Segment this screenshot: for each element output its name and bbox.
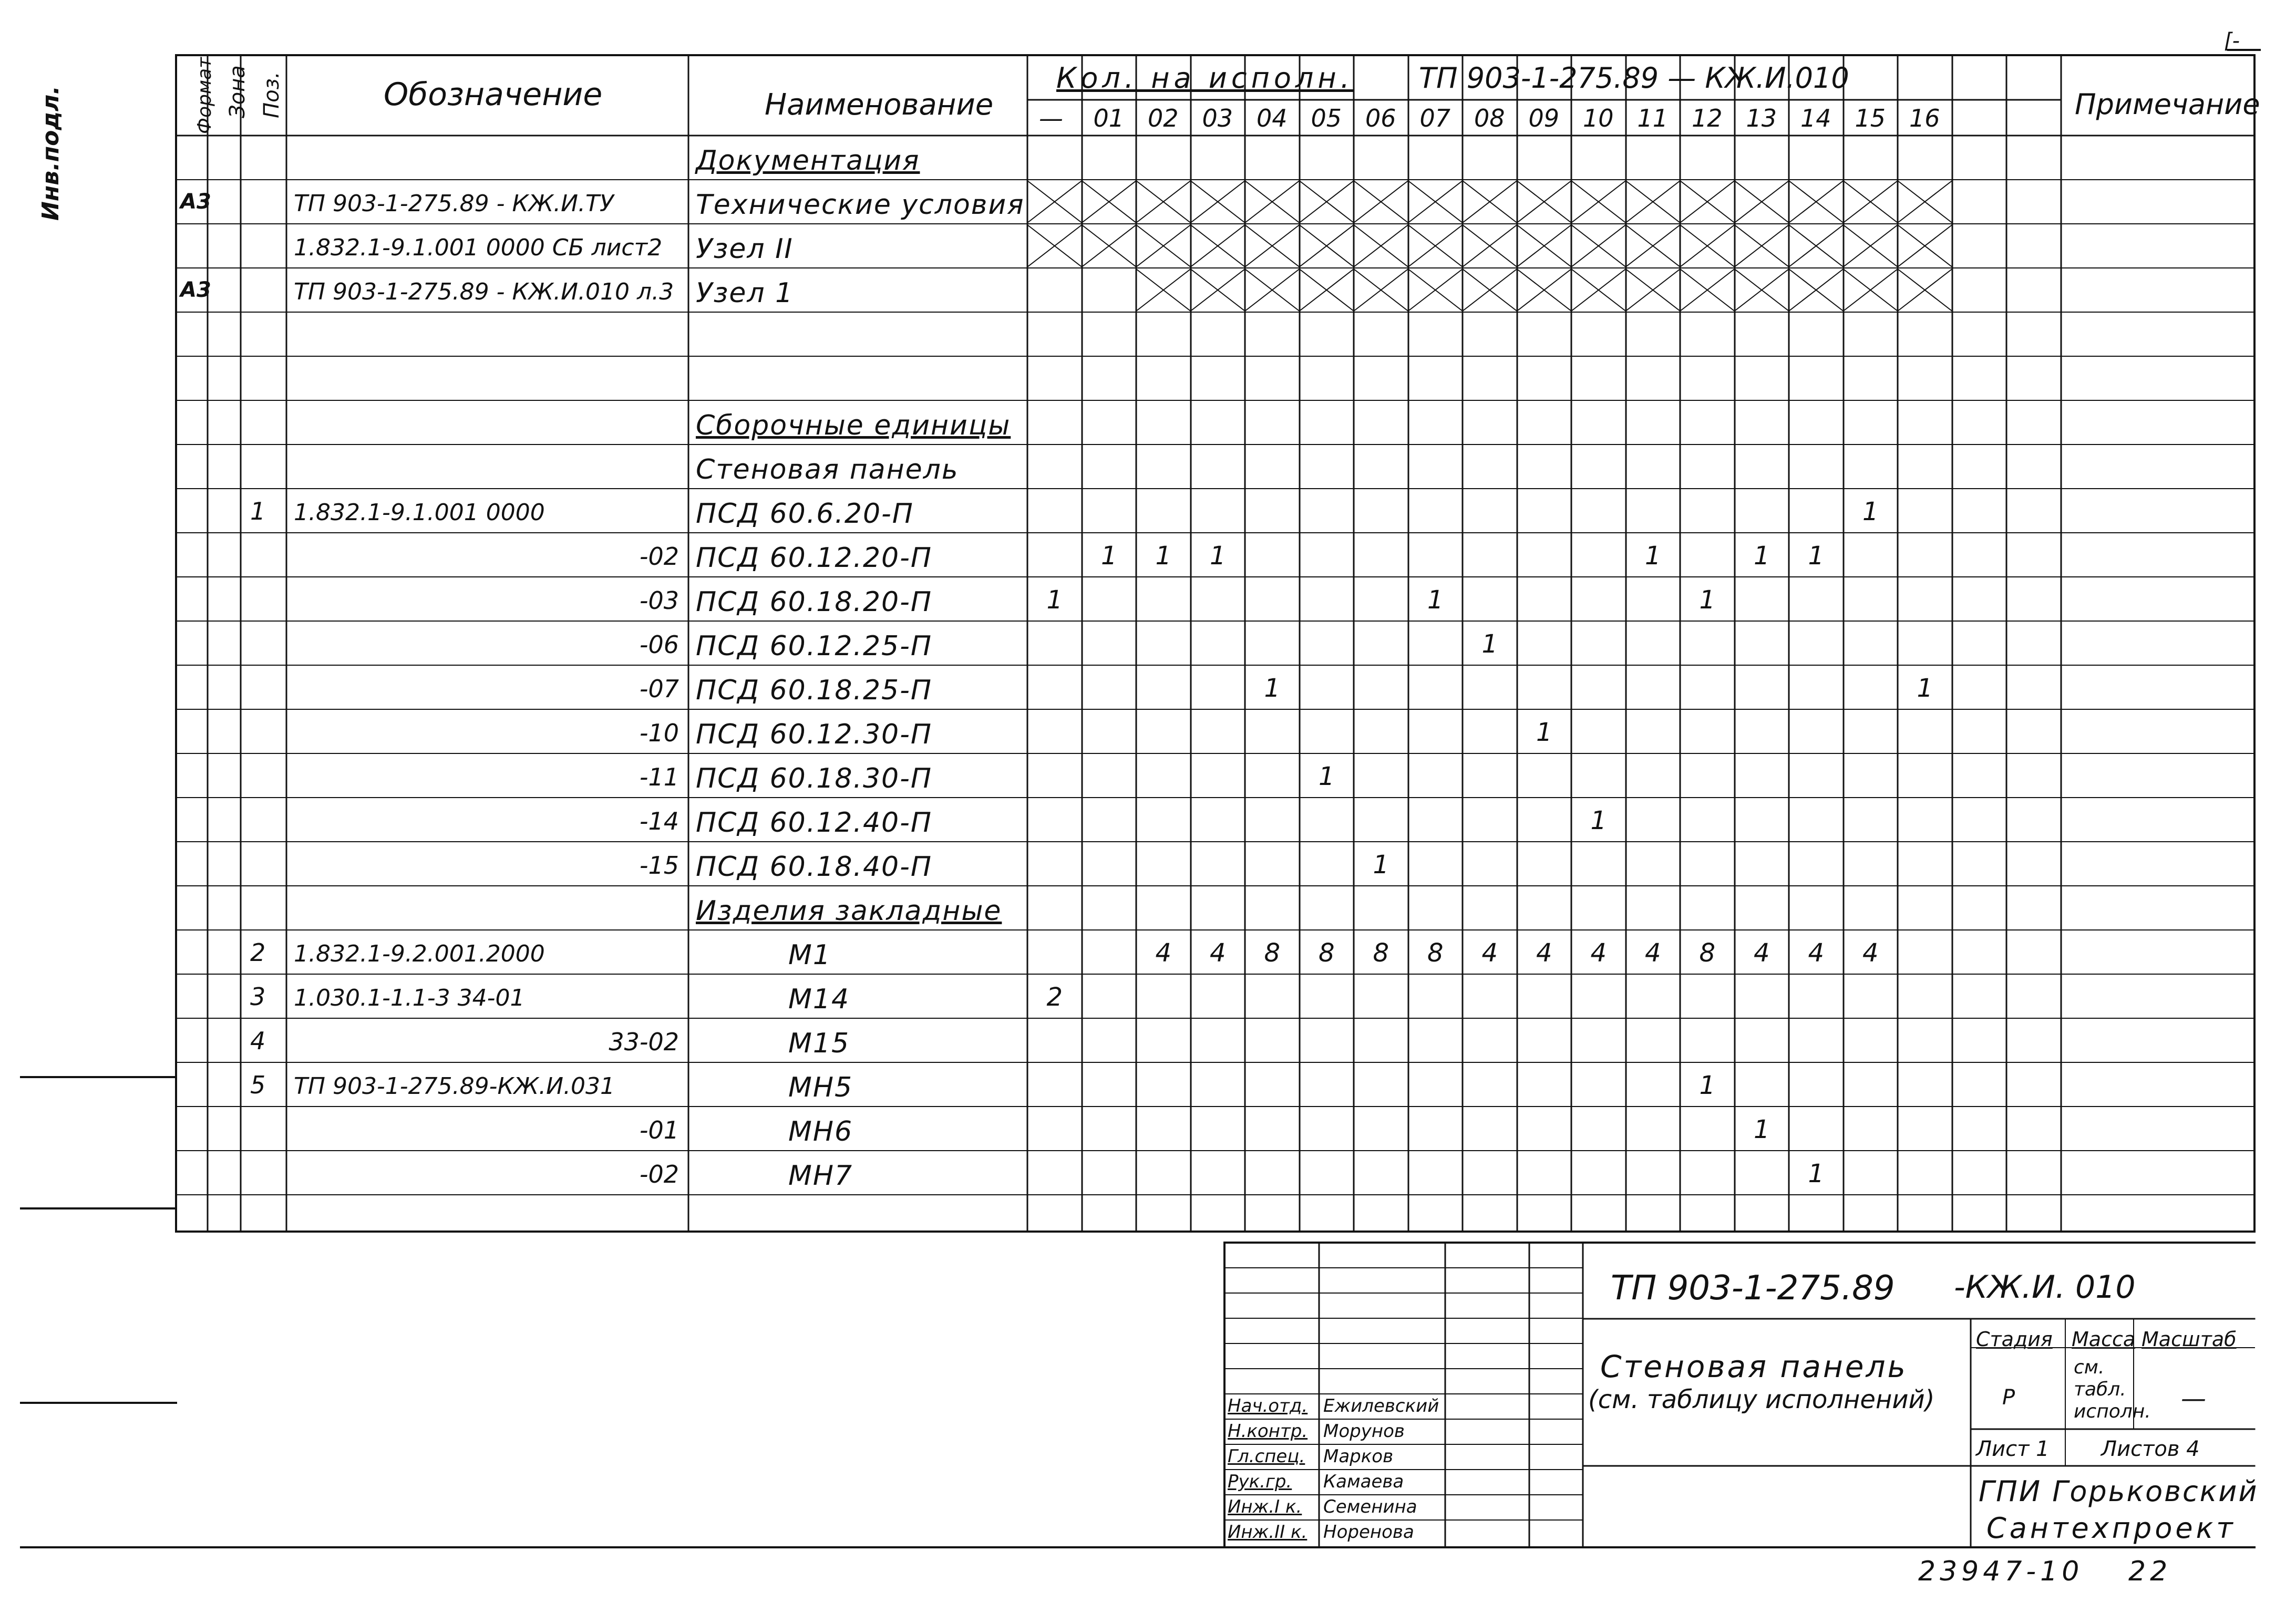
- row-pos: 4: [250, 1027, 266, 1055]
- variant-header-4: 04: [1257, 104, 1288, 132]
- sheet-label: Лист 1: [1976, 1437, 2050, 1461]
- qty-value: 1: [1699, 1071, 1716, 1100]
- variant-header-11: 11: [1637, 104, 1669, 132]
- variant-header-2: 02: [1148, 104, 1179, 132]
- title-block-name-line1: Стеновая панель: [1600, 1349, 1908, 1384]
- qty-value: 1: [1862, 497, 1879, 526]
- row-designation: 1.832.1-9.1.001 0000: [294, 499, 545, 526]
- qty-value: 1: [1808, 1159, 1825, 1188]
- sheet-page: 22: [2128, 1556, 2172, 1587]
- row-name: ПСД 60.18.40-П: [696, 851, 932, 883]
- qty-value: 8: [1699, 938, 1716, 968]
- variant-header-16: 16: [1909, 104, 1940, 132]
- row-format: А3: [180, 278, 211, 302]
- row-pos: 2: [250, 938, 266, 967]
- row-designation: -06: [639, 630, 679, 659]
- signer-name: Камаева: [1323, 1471, 1404, 1492]
- row-name: ПСД 60.12.20-П: [696, 542, 932, 574]
- row-designation: -15: [639, 851, 679, 880]
- qty-value: 1: [1264, 674, 1281, 703]
- sheets-label: Листов 4: [2101, 1437, 2200, 1461]
- qty-value: 8: [1427, 938, 1444, 968]
- qty-value: 4: [1808, 938, 1825, 968]
- qty-value: 1: [1373, 850, 1389, 880]
- signer-name: Семенина: [1323, 1496, 1417, 1517]
- row-designation: -14: [639, 807, 679, 835]
- section-heading: Документация: [696, 145, 920, 177]
- row-designation: 1.832.1-9.1.001 0000 СБ лист2: [294, 234, 663, 261]
- title-block-doc-code: ТП 903-1-275.89: [1611, 1269, 1895, 1308]
- row-name: ПСД 60.12.30-П: [696, 719, 932, 750]
- header-name: Наименование: [765, 88, 994, 122]
- row-designation: -03: [639, 586, 679, 615]
- signer-name: Марков: [1323, 1446, 1394, 1467]
- qty-value: 8: [1318, 938, 1335, 968]
- qty-value: 4: [1753, 938, 1770, 968]
- stage-header: Стадия: [1976, 1328, 2053, 1351]
- header-zone: Зона: [225, 65, 250, 118]
- row-name: Технические условия: [696, 189, 1025, 221]
- qty-value: 1: [1209, 541, 1226, 571]
- variant-header-15: 15: [1855, 104, 1886, 132]
- qty-value: 1: [1808, 541, 1825, 571]
- qty-value: 2: [1046, 983, 1063, 1012]
- qty-value: 1: [1536, 718, 1552, 747]
- row-designation: ТП 903-1-275.89 - КЖ.И.010 л.3: [294, 278, 674, 305]
- mass-header: Масса: [2072, 1328, 2136, 1351]
- row-designation: 1.030.1-1.1-3 34-01: [294, 985, 525, 1011]
- qty-value: 1: [1100, 541, 1117, 571]
- row-pos: 3: [250, 983, 266, 1011]
- scale-value: —: [2181, 1384, 2206, 1413]
- variant-header-0: —: [1039, 104, 1063, 132]
- qty-value: 1: [1046, 585, 1063, 615]
- title-block-doc-suffix: -КЖ.И. 010: [1954, 1269, 2136, 1306]
- row-designation: -11: [639, 763, 679, 791]
- org-line1: ГПИ Горьковский: [1979, 1475, 2259, 1508]
- row-name: Узел 1: [696, 277, 794, 309]
- row-name: ПСД 60.18.20-П: [696, 586, 932, 618]
- row-name: МН7: [788, 1160, 853, 1192]
- signer-role: Рук.гр.: [1228, 1471, 1292, 1492]
- qty-value: 4: [1155, 938, 1172, 968]
- qty-value: 1: [1481, 629, 1498, 659]
- section-heading: Сборочные единицы: [696, 410, 1011, 441]
- org-line2: Сантехпроект: [1986, 1512, 2236, 1545]
- variant-header-9: 09: [1528, 104, 1560, 132]
- row-name: ПСД 60.6.20-П: [696, 498, 914, 530]
- row-designation: -02: [639, 542, 679, 571]
- signer-role: Инж.II к.: [1228, 1522, 1307, 1543]
- variant-header-3: 03: [1202, 104, 1233, 132]
- variant-header-12: 12: [1692, 104, 1723, 132]
- row-name: Узел II: [696, 233, 794, 265]
- row-name: Стеновая панель: [696, 454, 959, 485]
- row-designation: -02: [639, 1160, 679, 1188]
- row-designation: -01: [639, 1116, 679, 1144]
- row-name: М1: [788, 939, 831, 971]
- row-designation: 1.832.1-9.2.001.2000: [294, 940, 545, 967]
- row-name: ПСД 60.18.25-П: [696, 675, 932, 706]
- qty-value: 1: [1699, 585, 1716, 615]
- signer-role: Н.контр.: [1228, 1421, 1308, 1442]
- qty-value: 1: [1753, 1115, 1770, 1144]
- qty-value: 1: [1590, 806, 1607, 835]
- row-designation: 33-02: [609, 1028, 679, 1056]
- qty-value: 8: [1373, 938, 1389, 968]
- qty-value: 4: [1862, 938, 1879, 968]
- variant-header-6: 06: [1365, 104, 1396, 132]
- signer-name: Ежилевский: [1323, 1395, 1439, 1416]
- qty-value: 4: [1481, 938, 1498, 968]
- corner-mark: [-: [2224, 29, 2240, 53]
- vertical-margin-note: Инв.подл.: [37, 86, 64, 221]
- variant-header-5: 05: [1311, 104, 1342, 132]
- signer-role: Нач.отд.: [1228, 1395, 1308, 1416]
- qty-value: 4: [1209, 938, 1226, 968]
- row-name: ПСД 60.18.30-П: [696, 763, 932, 794]
- row-name: МН6: [788, 1116, 853, 1147]
- qty-value: 1: [1753, 541, 1770, 571]
- header-note: Примечание: [2075, 88, 2260, 121]
- row-pos: 1: [250, 497, 266, 525]
- header-designation: Обозначение: [384, 76, 603, 113]
- header-format: Формат: [194, 57, 215, 134]
- qty-value: 1: [1917, 674, 1933, 703]
- row-designation: ТП 903-1-275.89 - КЖ.И.ТУ: [294, 190, 614, 217]
- row-pos: 5: [250, 1071, 266, 1099]
- header-pos: Поз.: [260, 71, 284, 118]
- variant-header-10: 10: [1583, 104, 1614, 132]
- row-name: ПСД 60.12.40-П: [696, 807, 932, 839]
- row-name: М14: [788, 984, 850, 1015]
- mass-value: см. табл. исполн.: [2074, 1357, 2151, 1422]
- variant-header-8: 08: [1474, 104, 1505, 132]
- qty-value: 4: [1644, 938, 1661, 968]
- qty-value: 1: [1318, 762, 1335, 791]
- row-name: МН5: [788, 1072, 853, 1103]
- header-qty-doc: ТП 903-1-275.89 — КЖ.И.010: [1419, 61, 1849, 95]
- qty-value: 8: [1264, 938, 1281, 968]
- row-name: ПСД 60.12.25-П: [696, 630, 932, 662]
- signer-name: Морунов: [1323, 1421, 1405, 1442]
- qty-value: 4: [1536, 938, 1552, 968]
- qty-value: 1: [1644, 541, 1661, 571]
- qty-value: 1: [1155, 541, 1172, 571]
- title-block-name-line2: (см. таблицу исполнений): [1588, 1385, 1935, 1414]
- sheet-code: 23947-10: [1918, 1556, 2084, 1587]
- row-format: А3: [180, 190, 211, 214]
- row-designation: -10: [639, 719, 679, 747]
- variant-header-13: 13: [1746, 104, 1777, 132]
- variant-header-1: 01: [1093, 104, 1125, 132]
- scale-header: Масштаб: [2141, 1328, 2237, 1351]
- section-heading: Изделия закладные: [696, 895, 1002, 927]
- variant-header-7: 07: [1419, 104, 1451, 132]
- qty-value: 4: [1590, 938, 1607, 968]
- row-name: М15: [788, 1028, 850, 1059]
- signer-role: Гл.спец.: [1228, 1446, 1305, 1467]
- qty-value: 1: [1427, 585, 1444, 615]
- signer-role: Инж.I к.: [1228, 1496, 1302, 1517]
- header-qty-title: Кол. на исполн.: [1056, 61, 1354, 95]
- signer-name: Норенова: [1323, 1522, 1414, 1543]
- row-designation: -07: [639, 675, 679, 703]
- stage-value: Р: [2002, 1385, 2015, 1410]
- variant-header-14: 14: [1800, 104, 1831, 132]
- row-designation: ТП 903-1-275.89-КЖ.И.031: [294, 1073, 615, 1100]
